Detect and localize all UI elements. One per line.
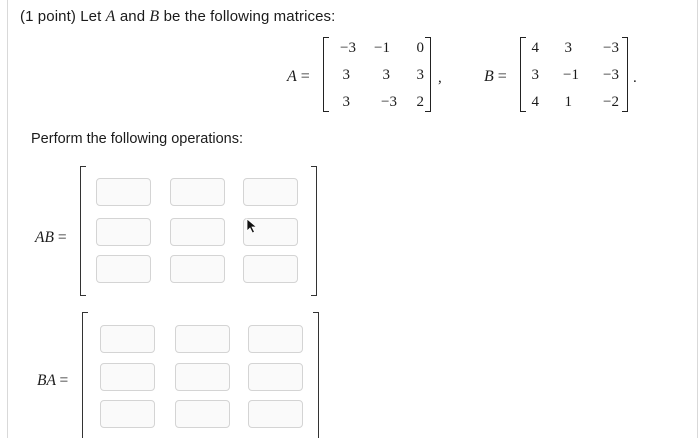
ab-left-bracket: [80, 166, 86, 296]
ab-entry-r2c1[interactable]: [96, 218, 151, 246]
ba-left-bracket: [82, 312, 88, 438]
ba-entry-r1c3[interactable]: [248, 325, 303, 353]
and-text: and: [119, 8, 146, 25]
var-b: B: [149, 8, 160, 25]
ba-entry-r2c1[interactable]: [100, 363, 155, 391]
instruction-text: Perform the following operations:: [31, 131, 243, 147]
matrix-b-right-bracket: [622, 37, 628, 112]
ab-entry-r3c1[interactable]: [96, 255, 151, 283]
matrix-b-cell: −2: [603, 94, 619, 110]
matrix-a-right-bracket: [425, 37, 431, 112]
matrix-a-label: A =: [287, 68, 310, 85]
matrix-a-cell: 3: [382, 67, 390, 83]
matrix-b-cell: −3: [603, 67, 619, 83]
ab-right-bracket: [311, 166, 317, 296]
ba-entry-r3c1[interactable]: [100, 400, 155, 428]
matrix-b-trailing: .: [633, 70, 637, 86]
matrix-a-cell: 3: [416, 67, 424, 83]
ba-right-bracket: [313, 312, 319, 438]
matrix-b-cell: −3: [603, 40, 619, 56]
ab-entry-r1c3[interactable]: [243, 178, 298, 206]
ab-entry-r1c1[interactable]: [96, 178, 151, 206]
ba-entry-r2c3[interactable]: [248, 363, 303, 391]
mouse-pointer-icon: [246, 218, 260, 234]
matrix-b-cell: −1: [563, 67, 579, 83]
matrix-b-cell: 3: [531, 67, 539, 83]
ab-entry-r2c2[interactable]: [170, 218, 225, 246]
ba-entry-r2c2[interactable]: [175, 363, 230, 391]
ba-entry-r3c2[interactable]: [175, 400, 230, 428]
points-label: (1 point): [20, 8, 76, 25]
matrix-b-label: B =: [484, 68, 507, 85]
intro-text: Let: [80, 8, 102, 25]
ab-entry-r3c3[interactable]: [243, 255, 298, 283]
matrix-a-cell: 3: [342, 94, 350, 110]
ba-entry-r1c1[interactable]: [100, 325, 155, 353]
ab-entry-r3c2[interactable]: [170, 255, 225, 283]
matrix-a-cell: −1: [374, 40, 390, 56]
matrix-b-cell: 1: [564, 94, 572, 110]
matrix-a-cell: 0: [416, 40, 424, 56]
matrix-b-cell: 4: [531, 94, 539, 110]
ba-entry-r3c3[interactable]: [248, 400, 303, 428]
tail-text: be the following matrices:: [163, 8, 336, 25]
ab-label: AB =: [35, 229, 67, 246]
matrix-b-cell: 4: [531, 40, 539, 56]
matrix-a-cell: −3: [340, 40, 356, 56]
ba-label: BA =: [37, 372, 69, 389]
matrix-a-cell: −3: [381, 94, 397, 110]
problem-statement: [20, 8, 335, 26]
matrix-b-cell: 3: [564, 40, 572, 56]
matrix-a-cell: 2: [416, 94, 424, 110]
ba-entry-r1c2[interactable]: [175, 325, 230, 353]
var-a: A: [105, 8, 116, 25]
matrix-a-cell: 3: [342, 67, 350, 83]
matrix-a-trailing: ,: [438, 70, 442, 86]
ab-entry-r1c2[interactable]: [170, 178, 225, 206]
